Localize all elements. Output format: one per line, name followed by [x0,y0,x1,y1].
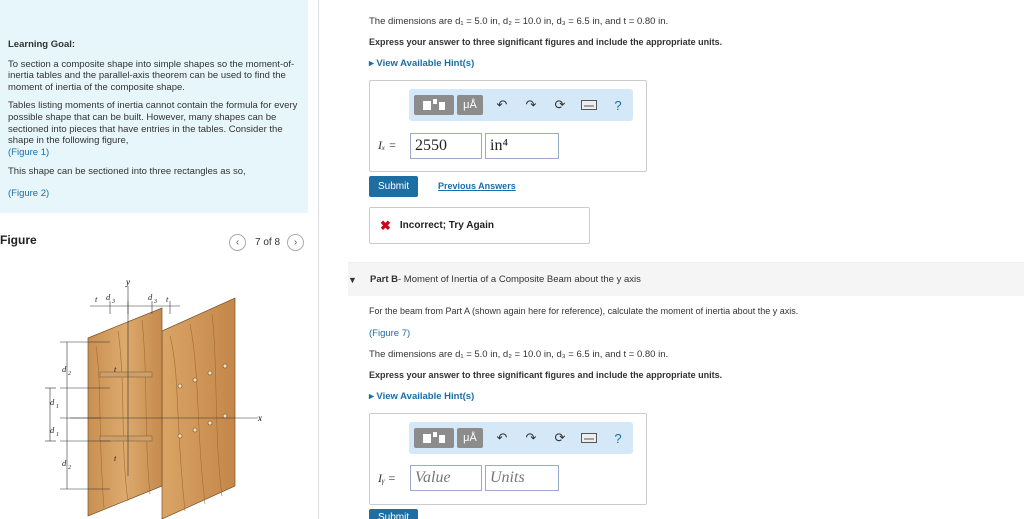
partB-title: - Moment of Inertia of a Composite Beam about the y axis [397,274,641,285]
figure-2-link[interactable]: (Figure 2) [8,187,50,199]
label-d3-right: d [148,292,153,302]
section-text: This shape can be sectioned into three rectangles as so, [8,166,246,178]
reset-icon[interactable]: ⟳ [554,430,566,445]
next-figure-button[interactable] [287,234,304,251]
templates-icon[interactable] [414,428,454,448]
label-d2-bottom-sub: 2 [68,465,71,471]
collapse-caret-icon[interactable]: ▼ [348,275,357,285]
partA-hints-toggle[interactable]: ▸ View Available Hint(s) [369,58,475,69]
help-icon[interactable]: ? [614,97,622,113]
undo-icon[interactable]: ↶ [496,97,508,112]
right-panel [319,0,1024,519]
partB-submit-button[interactable]: Submit [369,509,418,519]
feedback-text: Incorrect; Try Again [399,220,495,231]
help-icon[interactable]: ? [614,430,622,446]
incorrect-icon: ✖ [380,217,391,233]
left-board [88,308,162,516]
learning-goal-title: Learning Goal: [8,39,76,50]
prev-figure-button[interactable] [229,234,246,251]
partA-feedback [369,207,590,244]
undo-icon[interactable]: ↶ [496,430,508,445]
partA-dimensions: The dimensions are d₁ = 5.0 in, d₂ = 10.0 in, d₃ = 6.5 in, and t = 0.80 in. [369,16,669,27]
reset-icon[interactable]: ⟳ [554,97,566,112]
partA-value-input[interactable]: 2550 [410,133,482,159]
tables-paragraph: Tables listing moments of inertia cannot contain the formula for every possible shape that can be built. However, many shapes can be sectioned into pieces that have entries in the tables. Consider the shape in the following figure, [8,100,298,147]
y-axis-label: y [126,277,130,287]
partB-answer-box [369,413,647,505]
label-t-top-shelf: t [114,364,117,374]
partA-instruction: Express your answer to three significant figures and include the appropriate units. [369,37,723,47]
partB-hints-toggle[interactable]: ▸ View Available Hint(s) [369,391,475,402]
mu-units-icon[interactable]: μÅ [457,428,483,448]
left-panel [0,0,318,519]
redo-icon[interactable]: ↷ [525,430,537,445]
figure-1-link[interactable]: (Figure 1) [8,146,50,158]
partB-prompt: For the beam from Part A (shown again here for reference), calculate the moment of inertia about the y axis. [369,306,799,316]
label-d1-upper-sub: 1 [56,404,59,410]
label-t-left: t [95,294,98,304]
figure-7-link[interactable]: (Figure 7) [369,328,411,339]
keyboard-icon[interactable] [579,95,599,115]
previous-answers-link[interactable]: Previous Answers [438,181,516,191]
chevron-left-icon: ‹ [235,237,240,248]
label-d1-lower: d [50,425,55,435]
templates-icon[interactable] [414,95,454,115]
figure-title: Figure [0,233,37,247]
label-d3-left-sub: 3 [112,299,115,305]
label-d1-lower-sub: 1 [56,432,59,438]
label-d2-bottom: d [62,458,67,468]
figure-nav [229,234,304,251]
redo-icon[interactable]: ↷ [525,97,537,112]
label-d1-upper: d [50,397,55,407]
partA-submit-button[interactable]: Submit [369,176,418,197]
label-t-bottom-shelf: t [114,453,117,463]
partA-answer-box [369,80,647,172]
mu-units-icon[interactable]: μÅ [457,95,483,115]
label-d2-top: d [62,364,67,374]
keyboard-icon[interactable] [579,428,599,448]
partA-units-input[interactable]: in⁴ [485,133,559,159]
chevron-right-icon: › [293,237,298,248]
label-d3-right-sub: 3 [154,299,157,305]
partA-toolbar [409,89,633,121]
partB-toolbar [409,422,633,454]
partB-eq-label: Iᵧ = [378,471,396,485]
learning-goal-text: To section a composite shape into simple shapes so the moment-of-inertia tables and the parallel-axis theorem can be used to find the moment of inertia of the composite shape. [8,58,295,93]
partB-dimensions: The dimensions are d₁ = 5.0 in, d₂ = 10.0 in, d₃ = 6.5 in, and t = 0.80 in. [369,349,669,360]
partB-label: Part B [370,274,398,285]
beam-figure [30,276,280,519]
right-board [162,298,235,519]
partB-value-input[interactable]: Value [410,465,482,491]
partB-header[interactable] [348,262,1024,296]
partA-eq-label: Iₓ = [378,138,397,152]
partB-instruction: Express your answer to three significant figures and include the appropriate units. [369,370,723,380]
label-d3-left: d [106,292,111,302]
learning-goal-box [0,0,308,213]
tables-text [8,100,300,158]
partB-units-input[interactable]: Units [485,465,559,491]
x-axis-label: x [258,413,262,423]
label-t-right: t [166,294,169,304]
figure-counter: 7 of 8 [255,237,281,248]
label-d2-top-sub: 2 [68,371,71,377]
